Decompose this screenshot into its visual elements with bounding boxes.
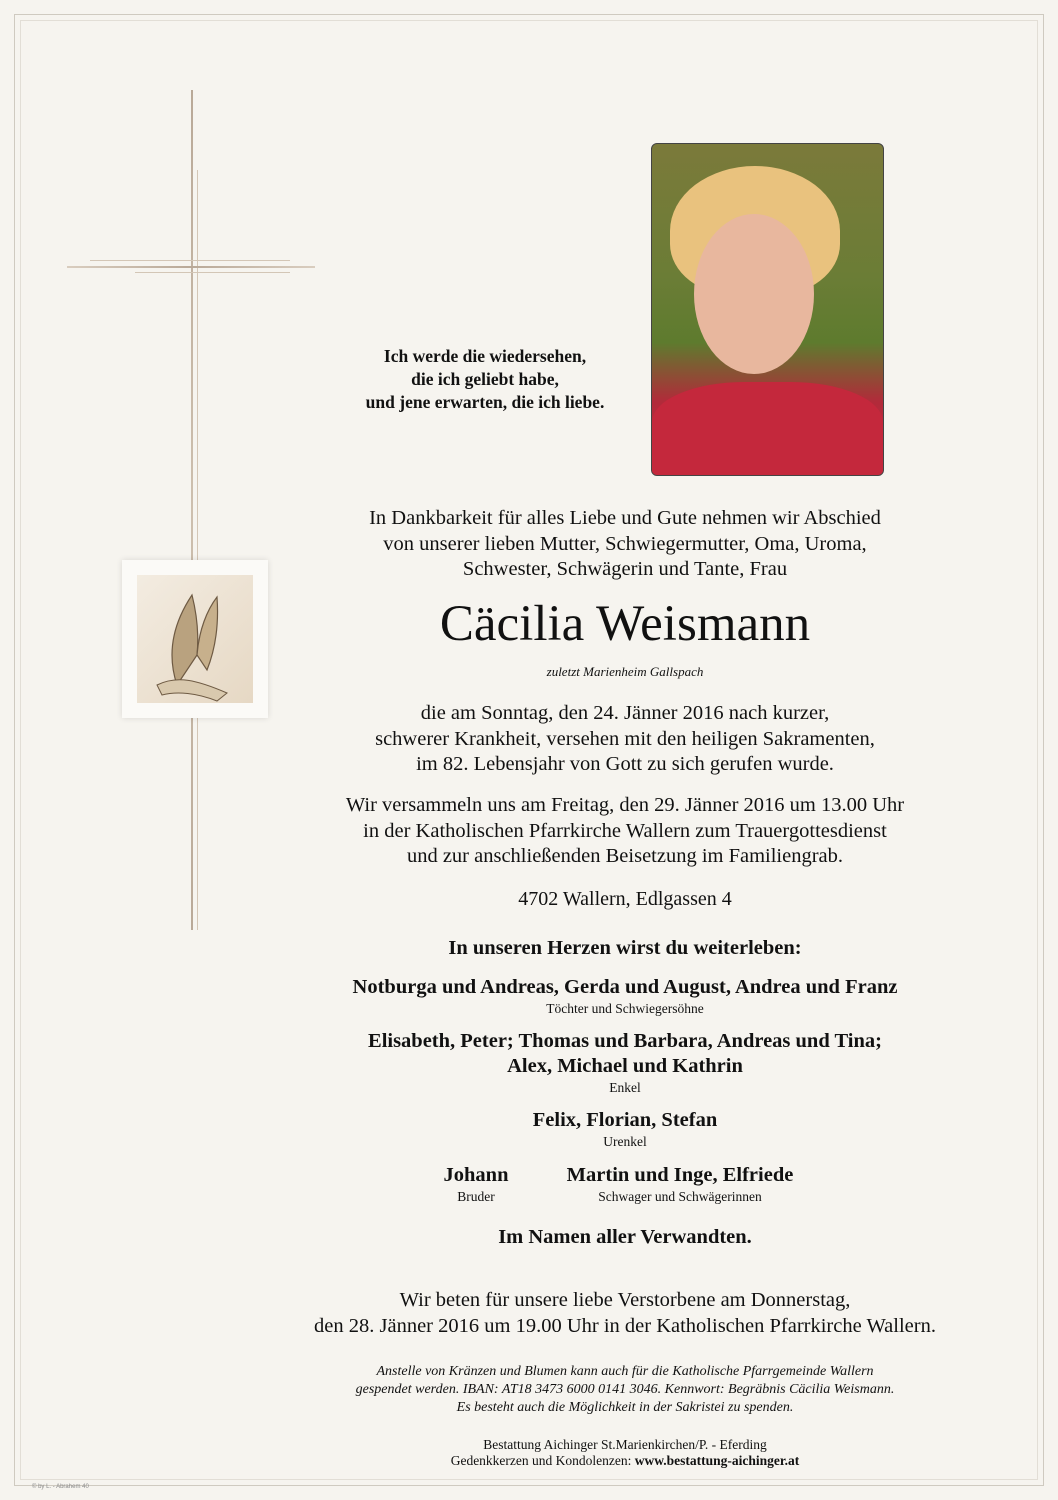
prayer-info xyxy=(260,1288,990,1339)
mourner-role: Urenkel xyxy=(603,1134,647,1149)
quote-line: und jene erwarten, die ich liebe. xyxy=(365,392,605,412)
funeral-home: Bestattung Aichinger St.Marienkirchen/P. - Eferding xyxy=(483,1437,767,1452)
mourner-names: Elisabeth, Peter; Thomas und Barbara, Andreas und Tina; xyxy=(368,1030,882,1052)
intro-line: In Dankbarkeit für alles Liebe und Gute nehmen wir Abschied xyxy=(369,507,881,529)
death-announcement xyxy=(280,701,970,778)
prayer-line: den 28. Jänner 2016 um 19.00 Uhr in der Katholischen Pfarrkirche Wallern. xyxy=(314,1314,936,1337)
deceased-name: Cäcilia Weismann xyxy=(439,596,811,652)
donation-line: Anstelle von Kränzen und Blumen kann auch für die Katholische Pfarrgemeinde Wallern xyxy=(376,1364,874,1379)
quote-line: Ich werde die wiedersehen, xyxy=(383,346,587,366)
mourner-role: Töchter und Schwiegersöhne xyxy=(546,1001,704,1016)
service-line: Wir versammeln uns am Freitag, den 29. Jänner 2016 um 13.00 Uhr xyxy=(345,794,905,816)
intro-text xyxy=(280,506,970,583)
mourner-names: Alex, Michael und Kathrin xyxy=(507,1055,743,1077)
mourner-role: Enkel xyxy=(609,1080,641,1095)
prayer-line: Wir beten für unsere liebe Verstorbene am Donnerstag, xyxy=(399,1289,851,1311)
last-residence: zuletzt Marienheim Gallspach xyxy=(546,664,704,679)
family-address: 4702 Wallern, Edlgassen 4 xyxy=(518,888,732,910)
donation-line: gespendet werden. IBAN: AT18 3473 6000 0141 3046. Kennwort: Begräbnis Cäcilia Weismann. xyxy=(355,1382,895,1397)
mourner-names: Notburga und Andreas, Gerda und August, Andrea und Franz xyxy=(352,976,898,998)
donation-note xyxy=(280,1363,970,1417)
praying-hands-icon xyxy=(137,575,253,703)
mourner-names: Martin und Inge, Elfriede xyxy=(566,1164,794,1186)
service-line: und zur anschließenden Beisetzung im Familiengrab. xyxy=(406,845,844,867)
service-line: in der Katholischen Pfarrkirche Wallern zum Trauergottesdienst xyxy=(363,819,887,842)
mourner-role: Bruder xyxy=(457,1189,495,1204)
copyright: © by L. - Abrahem 40 xyxy=(32,1484,89,1490)
mourner-group-great-grandchildren xyxy=(280,1108,970,1150)
closing-line: Im Namen aller Verwandten. xyxy=(498,1226,752,1248)
mourner-names: Felix, Florian, Stefan xyxy=(532,1109,718,1131)
praying-hands-card xyxy=(122,560,268,718)
death-line: die am Sonntag, den 24. Jänner 2016 nach kurzer, xyxy=(420,702,830,724)
quote-line: die ich geliebt habe, xyxy=(411,369,559,389)
footer xyxy=(280,1437,970,1469)
funeral-service-info xyxy=(280,793,970,870)
mourner-group-grandchildren xyxy=(280,1029,970,1096)
mourner-names: Johann xyxy=(443,1164,509,1186)
condolence-label: Gedenkkerzen und Kondolenzen: xyxy=(450,1453,632,1468)
intro-line: von unserer lieben Mutter, Schwiegermutter, Oma, Uroma, xyxy=(383,532,867,555)
donation-line: Es besteht auch die Möglichkeit in der Sakristei zu spenden. xyxy=(456,1400,794,1415)
website-link[interactable]: www.bestattung-aichinger.at xyxy=(634,1453,800,1468)
intro-line: Schwester, Schwägerin und Tante, Frau xyxy=(462,558,788,580)
portrait-photo xyxy=(651,143,884,476)
death-line: im 82. Lebensjahr von Gott zu sich gerufen wurde. xyxy=(416,753,834,775)
mourners-heading: In unseren Herzen wirst du weiterleben: xyxy=(448,937,802,959)
death-line: schwerer Krankheit, versehen mit den heiligen Sakramenten, xyxy=(375,727,875,750)
mourner-role: Schwager und Schwägerinnen xyxy=(598,1189,762,1204)
mourner-group-inlaws xyxy=(530,1163,830,1205)
mourner-group-daughters xyxy=(280,975,970,1017)
mourner-group-brother xyxy=(420,1163,532,1205)
memorial-quote xyxy=(320,345,650,414)
